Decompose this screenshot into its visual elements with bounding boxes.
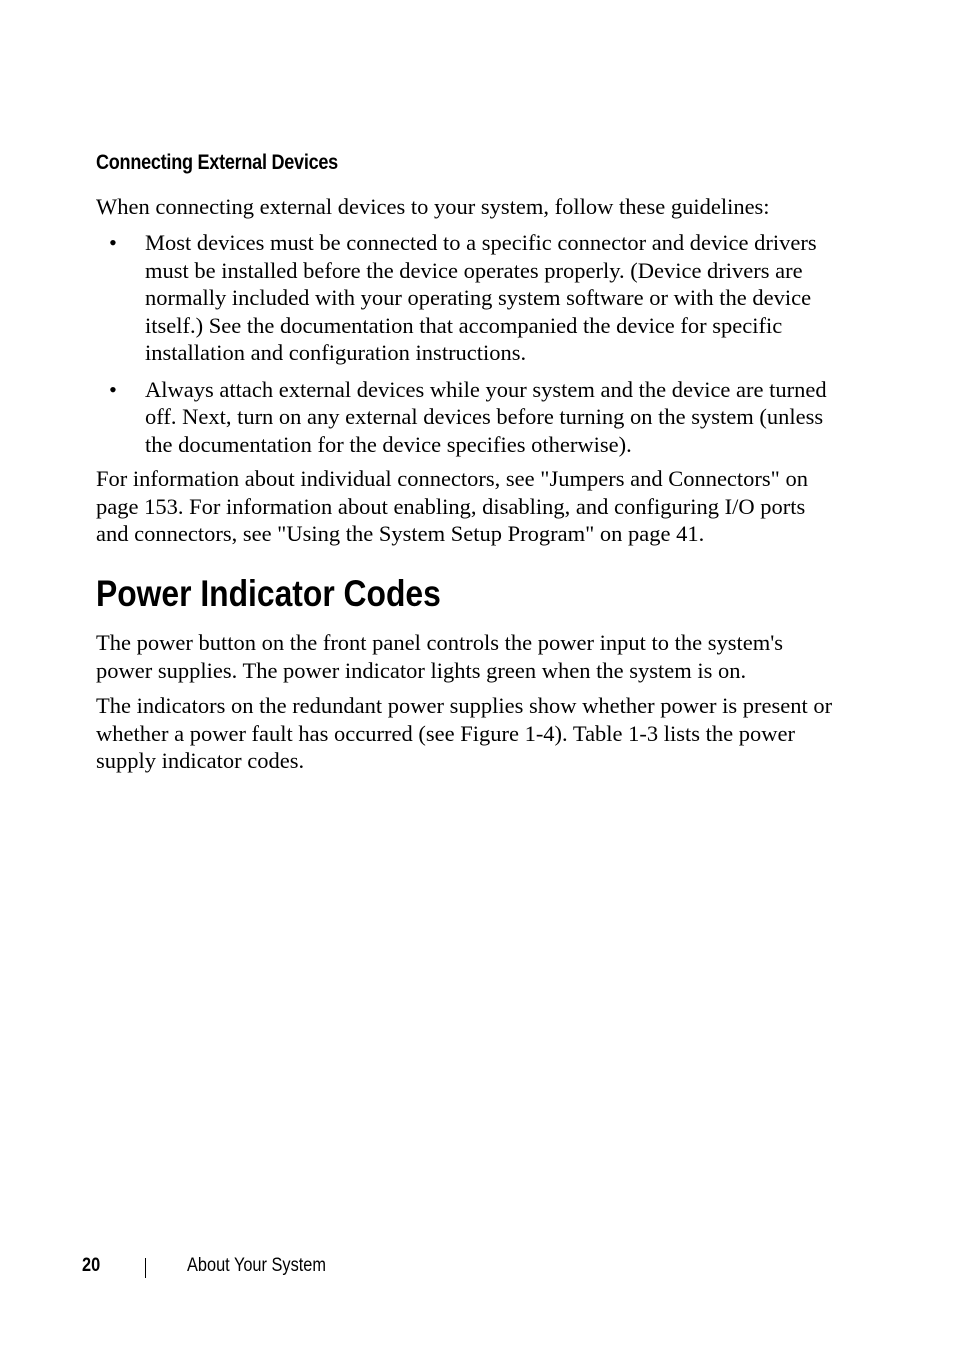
power-paragraph-2: The indicators on the redundant power supplies show whether power is present or whether a power fault has occurred (see Figure 1-4). Table 1-3 lists the power supply indicator codes. [96,693,833,773]
bullet-icon: • [109,230,117,255]
list-item-text: Always attach external devices while your system and the device are turned off. Next, turn on any external devices before turning on the system (unless the documentation for the device specifies otherwise). [145,376,827,457]
guidelines-list [96,229,836,467]
footer-divider [145,1258,146,1278]
intro-paragraph: When connecting external devices to your system, follow these guidelines: [96,194,770,219]
chapter-heading: Power Indicator Codes [96,573,441,614]
bullet-icon: • [109,376,117,402]
list-item-text: Most devices must be connected to a specific connector and device drivers must be installed before the device operates properly. (Device drivers are normally included with your operating system software or with the device itself.) See the documentation that accompanied the device for specific installation and configuration instructions. [145,230,817,365]
section-heading: Connecting External Devices [96,151,338,174]
power-paragraph-1: The power button on the front panel controls the power input to the system's power supplies. The power indicator lights green when the system is on. [96,630,784,683]
page-footer [82,1255,482,1281]
page-number: 20 [82,1255,101,1276]
list-item [96,376,836,459]
list-item [96,229,836,367]
footer-title: About Your System [187,1255,326,1276]
connectors-info-paragraph: For information about individual connectors, see "Jumpers and Connectors" on page 153. For information about enabling, disabling, and configuring I/O ports and connectors, see "Using the System Setup Program" on page 41. [96,466,808,546]
